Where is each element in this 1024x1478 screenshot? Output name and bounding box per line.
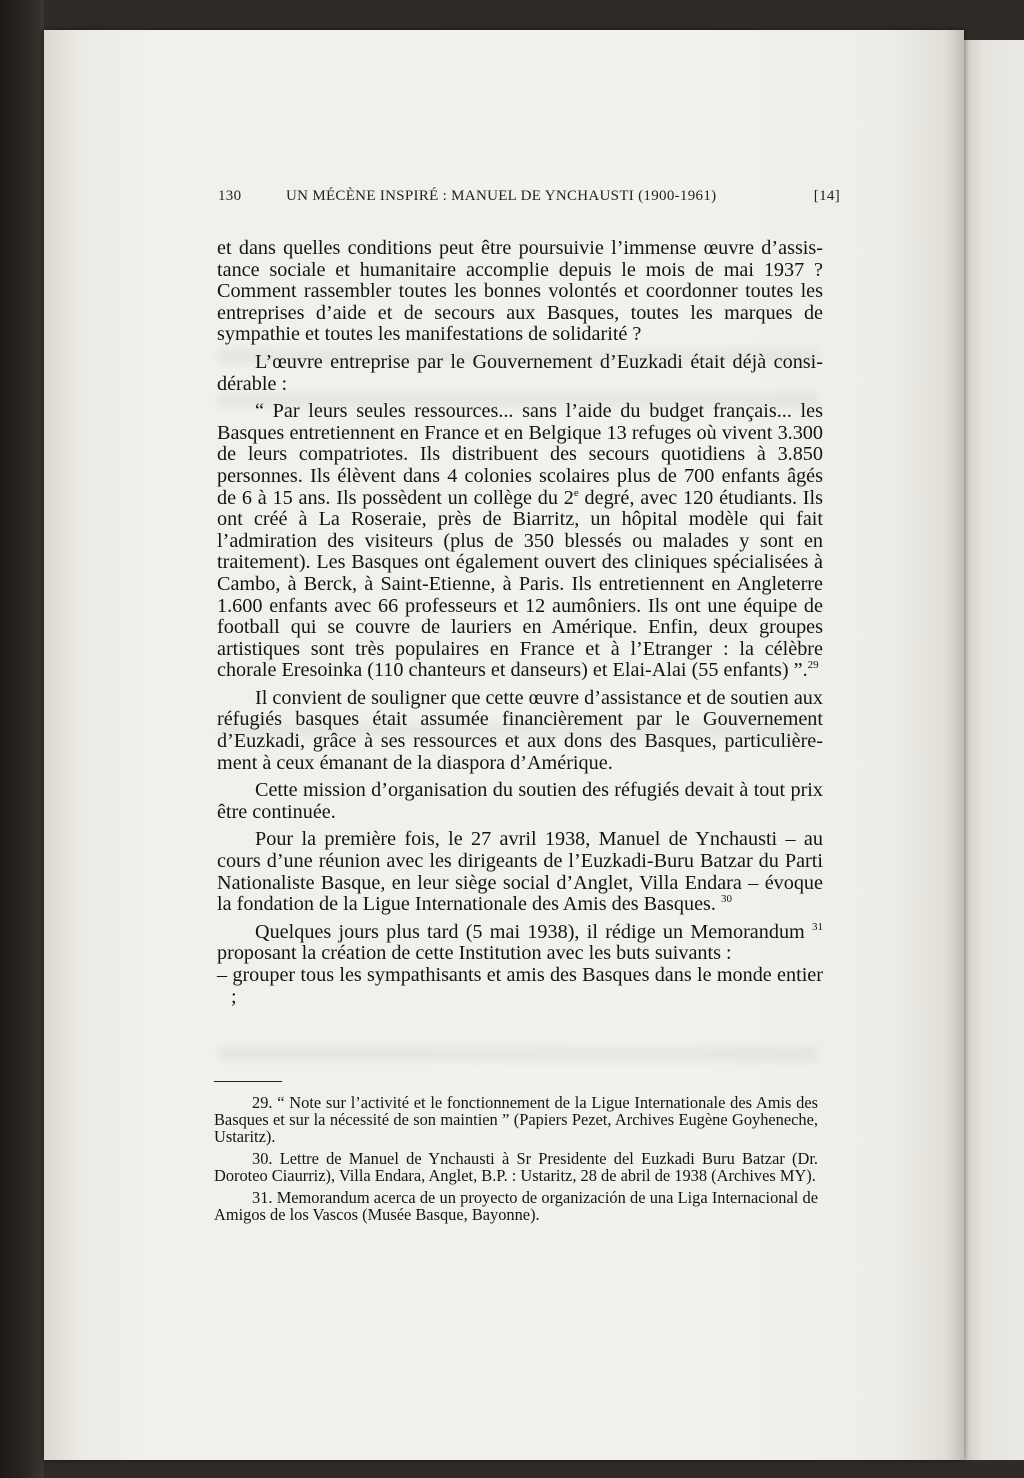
facing-page-edge (962, 40, 1024, 1460)
show-through-line (218, 1046, 818, 1062)
list-item: – grouper tous les sympathisants et amis des Basques dans le monde entier ; (217, 964, 823, 1008)
paragraph (217, 829, 823, 915)
quotation-text: “ Par leurs seules ressources... sans l’aide du budget français... les Basques entretiennent en France et en Belgique 13 refuges où vivent 3.300 de leurs compatriotes. Ils distribuent des secours quotidiens à 3.850 personnes. Ils élèvent dans 4 colonies scolaires plus de 700 enfants âgés de 6 à 15 ans. Ils possèdent un collège du 2 (217, 400, 823, 509)
paragraph: Il convient de souligner que cette œuvre d’assistance et de soutien aux réfugiés basques était assumée financièrement par le Gouvernement d’Euzkadi, grâce à ses ressources et aux dons des Basques, particulièrement à ceux émanant de la diaspora d’Amérique. (217, 686, 823, 774)
paragraph: L’œuvre entreprise par le Gouvernement d’Euzkadi était déjà considérable : (217, 350, 823, 395)
paragraph-text: Pour la première fois, le 27 avril 1938, Manuel de Ynchausti – au cours d’une réunion avec les dirigeants de l’Euzkadi-Buru Batzar du Parti Nationaliste Basque, en leur siège social d’Anglet, Villa Endara – évoque la fondation de la Ligue Internationale des Amis des Basques. (217, 828, 823, 916)
running-title: UN MÉCÈNE INSPIRÉ : MANUEL DE YNCHAUSTI (1900-1961) (286, 188, 717, 204)
paragraph: Cette mission d’organisation du soutien des réfugiés devait à tout prix être continuée. (217, 779, 823, 823)
page-number: 130 (218, 188, 242, 204)
page-gutter-shadow (946, 30, 964, 1460)
footnote-31: 31. Memorandum acerca de un proyecto de organización de una Liga Internacional de Amigos de los Vascos (Musée Basque, Bayonne). (214, 1188, 818, 1224)
main-text (217, 238, 823, 1008)
quotation-text-cont: degré, avec 120 étudiants. Ils ont créé à La Roseraie, près de Biarritz, un hôpital modèle qui fait l’admiration des visiteurs (plus de 350 blessés ou malades y sont en traitement). Les Basques ont également ouvert des cliniques spécialisées à Cambo, à Berck, à Saint-Etienne, à Paris. Ils entretiennent en Angleterre 1.600 enfants avec 66 professeurs et 12 aumôniers. Ils ont une équipe de football qui se couvre de lauriers en Amérique. Enfin, deux groupes artistiques sont très populaires en France et à l’Etranger : la célèbre chorale Eresoinka (110 chanteurs et danseurs) et Elai-Alai (55 enfants) ”. (217, 486, 823, 682)
footnote-ref-31: 31 (812, 920, 824, 933)
paragraph: et dans quelles conditions peut être poursuivie l’immense œuvre d’assistance sociale et humanitaire accomplie depuis le mois de mai 1937 ? Comment rassembler toutes les bonnes volontés et coordonner toutes les entreprises d’aide et de secours aux Basques, toutes les marques de sympathie et toutes les manifestations de solidarité ? (217, 237, 823, 346)
ordinal-superscript: e (573, 486, 579, 499)
quotation-paragraph (217, 401, 823, 682)
paragraph-text-cont: proposant la création de cette Institution avec les buts suivants : (217, 942, 732, 965)
footnote-ref-29: 29 (807, 659, 819, 672)
footnote-29: 29. “ Note sur l’activité et le fonctionnement de la Ligue Internationale des Amis des Basques et sur la nécessité de son maintien ” (Papiers Pezet, Archives Eugène Goyheneche, Ustaritz). (214, 1093, 818, 1146)
footnote-separator (214, 1081, 282, 1082)
footnotes (214, 1094, 818, 1228)
footnote-ref-30: 30 (721, 893, 732, 906)
section-reference: [14] (813, 188, 840, 204)
scan-background (0, 0, 44, 1478)
paragraph-text: Quelques jours plus tard (5 mai 1938), il rédige un Memorandum (255, 920, 805, 943)
paragraph (217, 922, 823, 965)
footnote-30: 30. Lettre de Manuel de Ynchausti à Sr Presidente del Euzkadi Buru Batzar (Dr. Doroteo Ciaurriz), Villa Endara, Anglet, B.P. : Ustaritz, 28 de abril de 1938 (Archives MY). (214, 1149, 818, 1185)
